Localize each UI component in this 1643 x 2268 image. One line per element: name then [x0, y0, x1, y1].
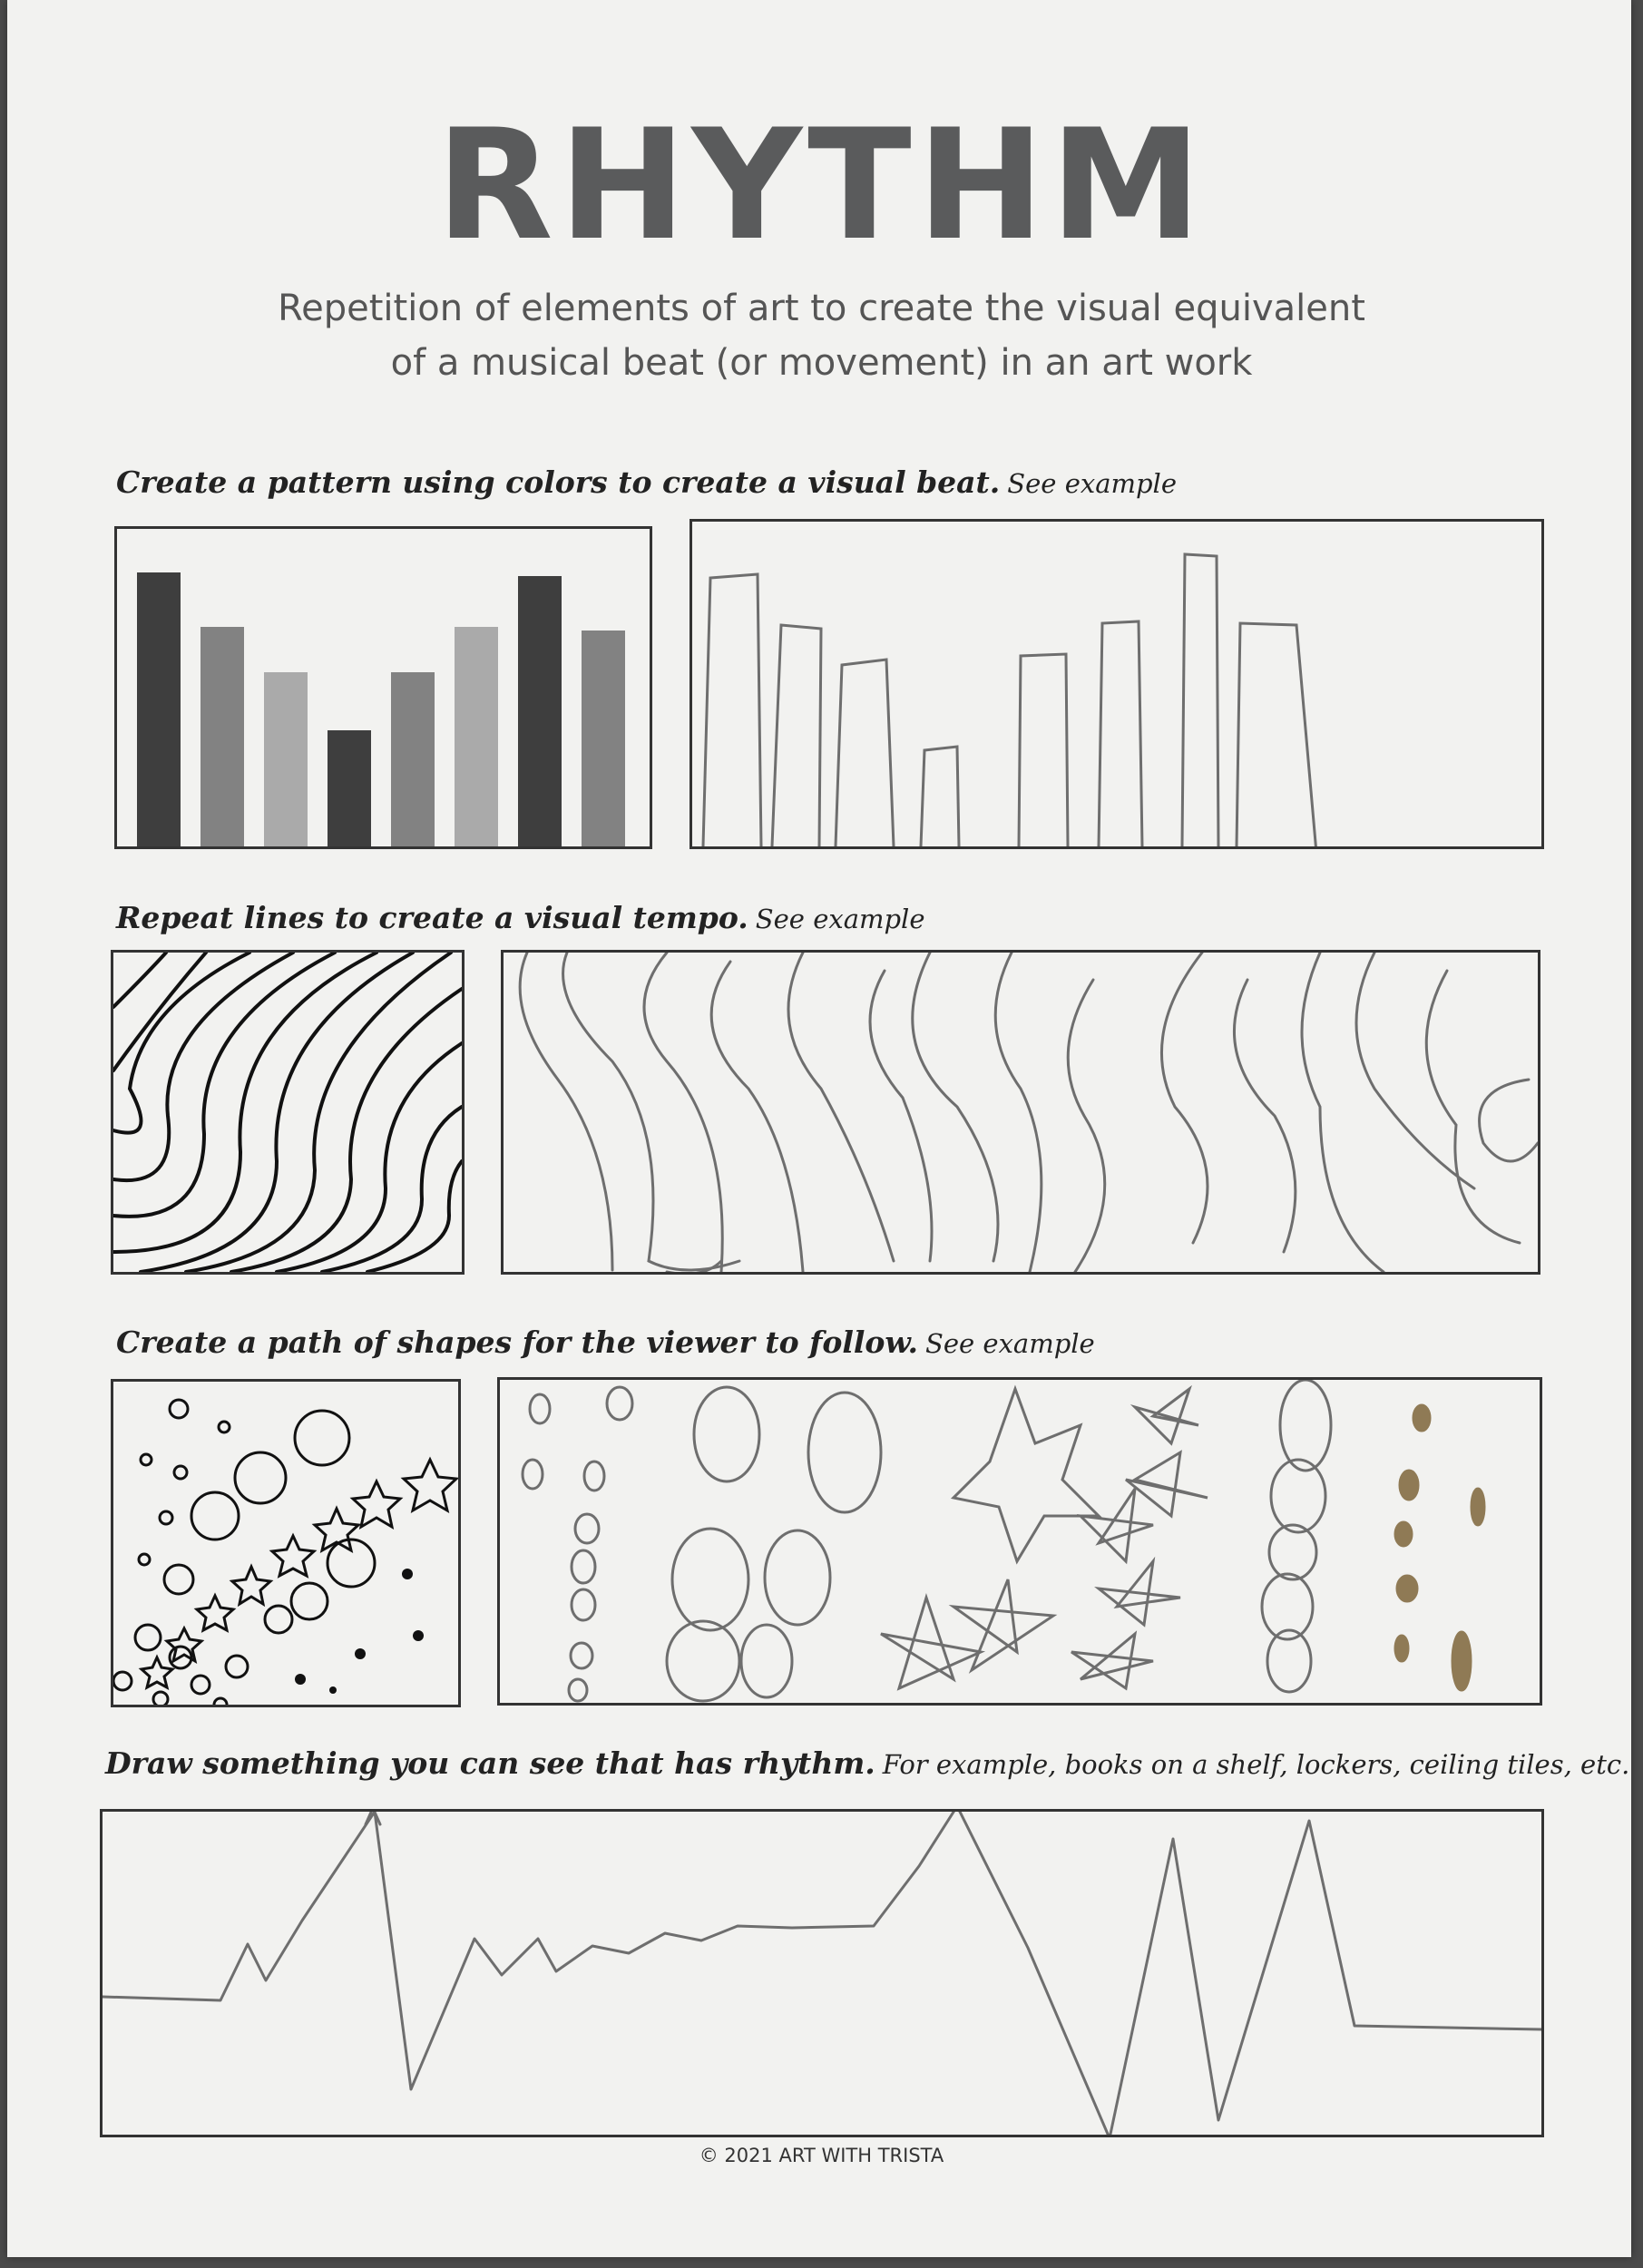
section-3-instruction — [116, 1325, 1095, 1360]
section-4-instruction-text: Draw something you can see that has rhythm. — [105, 1745, 875, 1781]
example-bars-drawing — [117, 529, 650, 846]
section-4-instruction — [105, 1745, 1629, 1781]
student-shapes-drawing — [500, 1380, 1540, 1703]
example-shapes-drawing — [113, 1382, 458, 1705]
subtitle-line-1: Repetition of elements of art to create the visual equivalent — [278, 288, 1365, 329]
section-2-instruction — [116, 900, 925, 935]
worksheet-title: RHYTHM — [435, 96, 1208, 274]
subtitle-line-2: of a musical beat (or movement) in an art work — [390, 342, 1253, 384]
example-box-shape-path — [111, 1379, 461, 1707]
section-1-instruction-text: Create a pattern using colors to create a visual beat. — [116, 464, 1001, 500]
drawing-box-rhythm-scene[interactable] — [100, 1809, 1544, 2137]
section-2-note: See example — [755, 904, 925, 934]
student-lines-drawing — [504, 953, 1538, 1272]
example-box-line-tempo — [111, 950, 465, 1275]
section-3-instruction-text: Create a path of shapes for the viewer to follow. — [116, 1325, 918, 1360]
worksheet-subtitle — [0, 281, 1643, 390]
section-1-note: See example — [1007, 468, 1177, 499]
drawing-box-line-tempo[interactable] — [501, 950, 1540, 1275]
section-2-instruction-text: Repeat lines to create a visual tempo. — [116, 900, 748, 935]
student-rhythm-drawing — [103, 1812, 1541, 2135]
copyright-footer: © 2021 ART WITH TRISTA — [699, 2145, 944, 2166]
student-bars-drawing — [692, 522, 1541, 846]
drawing-box-color-beat[interactable] — [689, 519, 1544, 849]
example-box-color-beat — [114, 526, 652, 849]
section-3-note: See example — [925, 1328, 1095, 1359]
drawing-box-shape-path[interactable] — [497, 1377, 1542, 1706]
section-1-instruction — [116, 464, 1177, 500]
section-4-note: For example, books on a shelf, lockers, ceiling tiles, etc. — [882, 1749, 1630, 1780]
example-lines-drawing — [113, 953, 462, 1272]
